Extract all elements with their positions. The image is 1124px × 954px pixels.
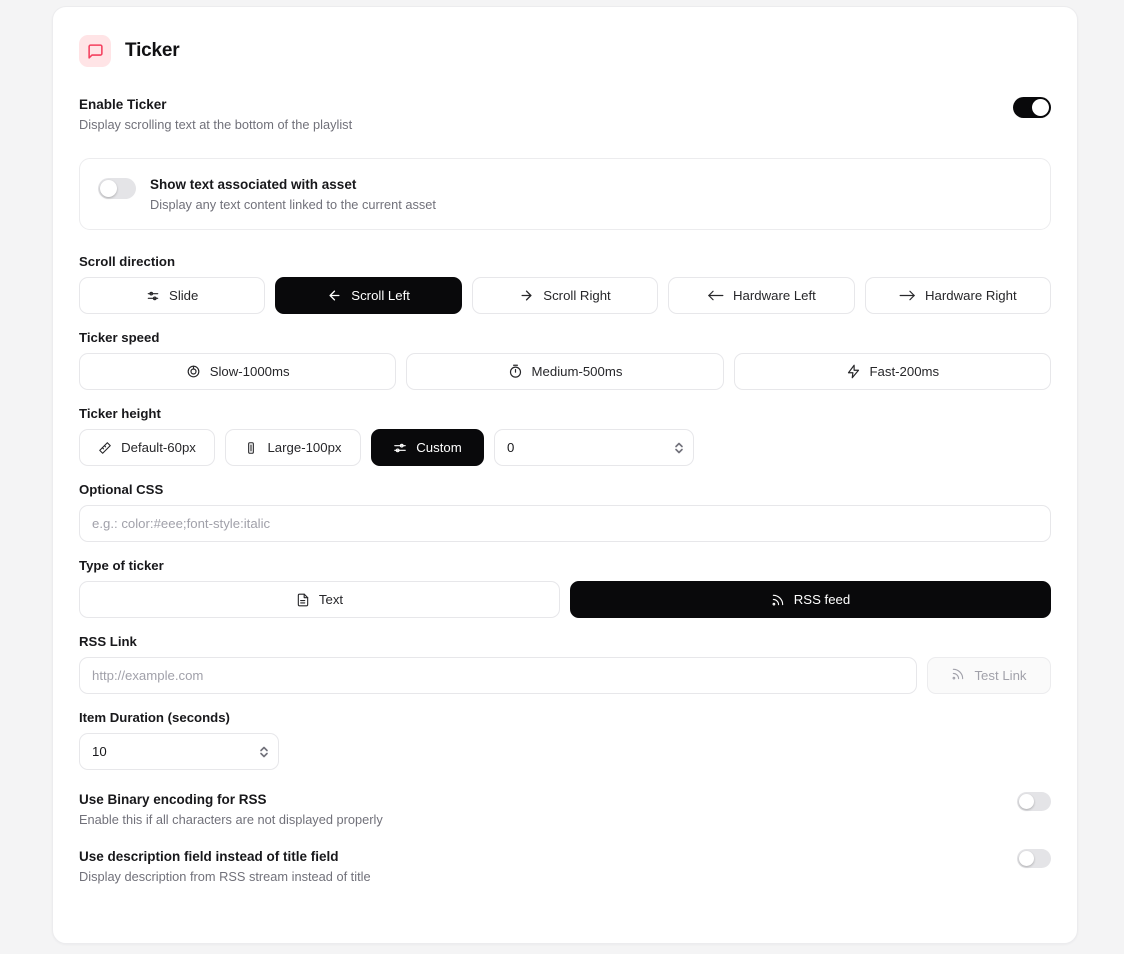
type-of-ticker-label: Type of ticker: [79, 558, 164, 573]
page-title: Ticker: [125, 40, 180, 61]
ticker-speed-fast-label: Fast-200ms: [869, 364, 940, 379]
show-asset-text-label: Show text associated with asset: [150, 177, 357, 192]
ticker-speed-fast[interactable]: [734, 353, 1051, 390]
scroll-direction-scroll-right[interactable]: [472, 277, 658, 314]
ticker-speed-section: [79, 330, 1051, 390]
binary-encoding-label: Use Binary encoding for RSS: [79, 792, 267, 807]
item-duration-label: Item Duration (seconds): [79, 710, 230, 725]
sliders-icon: [146, 289, 160, 303]
stepper-icon[interactable]: [259, 745, 269, 759]
binary-encoding-description: Enable this if all characters are not displayed properly: [79, 812, 383, 827]
type-of-ticker-options: [79, 581, 1051, 618]
type-of-ticker-rss[interactable]: [570, 581, 1051, 618]
ticker-speed-label: Ticker speed: [79, 330, 160, 345]
scroll-direction-section: [79, 254, 1051, 314]
scroll-direction-hardware-left[interactable]: [668, 277, 854, 314]
scroll-direction-hardware-right-label: Hardware Right: [925, 288, 1017, 303]
settings-icon: [393, 441, 407, 455]
ticker-height-section: [79, 406, 1051, 466]
ticker-speed-medium[interactable]: [406, 353, 723, 390]
ticker-height-large-label: Large-100px: [267, 440, 342, 455]
message-square-icon: [79, 35, 111, 67]
scroll-direction-options: [79, 277, 1051, 314]
scroll-direction-scroll-right-label: Scroll Right: [543, 288, 611, 303]
card-header: [79, 35, 1051, 67]
rss-link-section: [79, 634, 1051, 694]
ticker-height-custom[interactable]: [371, 429, 484, 466]
stepper-icon[interactable]: [674, 441, 684, 455]
description-field-label: Use description field instead of title field: [79, 849, 339, 864]
timer-icon: [508, 364, 523, 379]
type-of-ticker-text[interactable]: [79, 581, 560, 618]
rss-icon: [951, 667, 965, 684]
arrow-left-icon: [327, 288, 342, 303]
item-duration-input[interactable]: [79, 733, 279, 770]
scroll-direction-slide[interactable]: [79, 277, 265, 314]
scroll-direction-scroll-left[interactable]: [275, 277, 461, 314]
binary-encoding-toggle[interactable]: [1017, 792, 1051, 811]
optional-css-section: [79, 482, 1051, 542]
rss-icon: [771, 593, 785, 607]
ticker-settings-card: [52, 6, 1078, 944]
ticker-height-custom-value-wrap: [494, 429, 694, 466]
ticker-speed-slow[interactable]: [79, 353, 396, 390]
ticker-speed-options: [79, 353, 1051, 390]
binary-encoding-row: [79, 792, 1051, 827]
scroll-direction-scroll-left-label: Scroll Left: [351, 288, 410, 303]
item-duration-section: [79, 710, 1051, 770]
item-duration-wrap: [79, 733, 279, 770]
arrow-right-icon: [519, 288, 534, 303]
ticker-height-label: Ticker height: [79, 406, 161, 421]
scroll-direction-slide-label: Slide: [169, 288, 199, 303]
description-field-toggle[interactable]: [1017, 849, 1051, 868]
enable-ticker-row: [79, 97, 1051, 132]
description-field-description: Display description from RSS stream instead of title: [79, 869, 371, 884]
optional-css-input[interactable]: [79, 505, 1051, 542]
long-arrow-left-icon: [707, 288, 724, 303]
optional-css-label: Optional CSS: [79, 482, 164, 497]
ticker-speed-slow-label: Slow-1000ms: [209, 364, 290, 379]
scroll-direction-hardware-right[interactable]: [865, 277, 1051, 314]
enable-ticker-toggle[interactable]: [1013, 97, 1051, 118]
long-arrow-right-icon: [899, 288, 916, 303]
type-of-ticker-rss-label: RSS feed: [793, 592, 851, 607]
enable-ticker-description: Display scrolling text at the bottom of the playlist: [79, 117, 353, 132]
rss-link-label: RSS Link: [79, 634, 137, 649]
show-asset-text-toggle[interactable]: [98, 178, 136, 199]
scroll-direction-hardware-left-label: Hardware Left: [733, 288, 816, 303]
ticker-height-large[interactable]: [225, 429, 361, 466]
ruler-icon: [98, 441, 112, 455]
test-link-button[interactable]: [927, 657, 1051, 694]
enable-ticker-label: Enable Ticker: [79, 97, 167, 112]
battery-icon: [244, 441, 258, 455]
rss-link-input[interactable]: [79, 657, 917, 694]
file-text-icon: [296, 593, 310, 607]
ticker-height-options: [79, 429, 1051, 466]
ticker-height-custom-input[interactable]: [494, 429, 694, 466]
ticker-height-default-label: Default-60px: [121, 440, 196, 455]
snail-icon: [186, 364, 201, 379]
ticker-height-custom-label: Custom: [416, 440, 462, 455]
zap-icon: [846, 364, 861, 379]
type-of-ticker-text-label: Text: [318, 592, 344, 607]
test-link-button-label: Test Link: [974, 668, 1027, 683]
scroll-direction-label: Scroll direction: [79, 254, 175, 269]
show-asset-text-panel: [79, 158, 1051, 230]
description-field-row: [79, 849, 1051, 884]
show-asset-text-description: Display any text content linked to the current asset: [150, 197, 436, 212]
type-of-ticker-section: [79, 558, 1051, 618]
ticker-speed-medium-label: Medium-500ms: [531, 364, 623, 379]
ticker-height-default[interactable]: [79, 429, 215, 466]
